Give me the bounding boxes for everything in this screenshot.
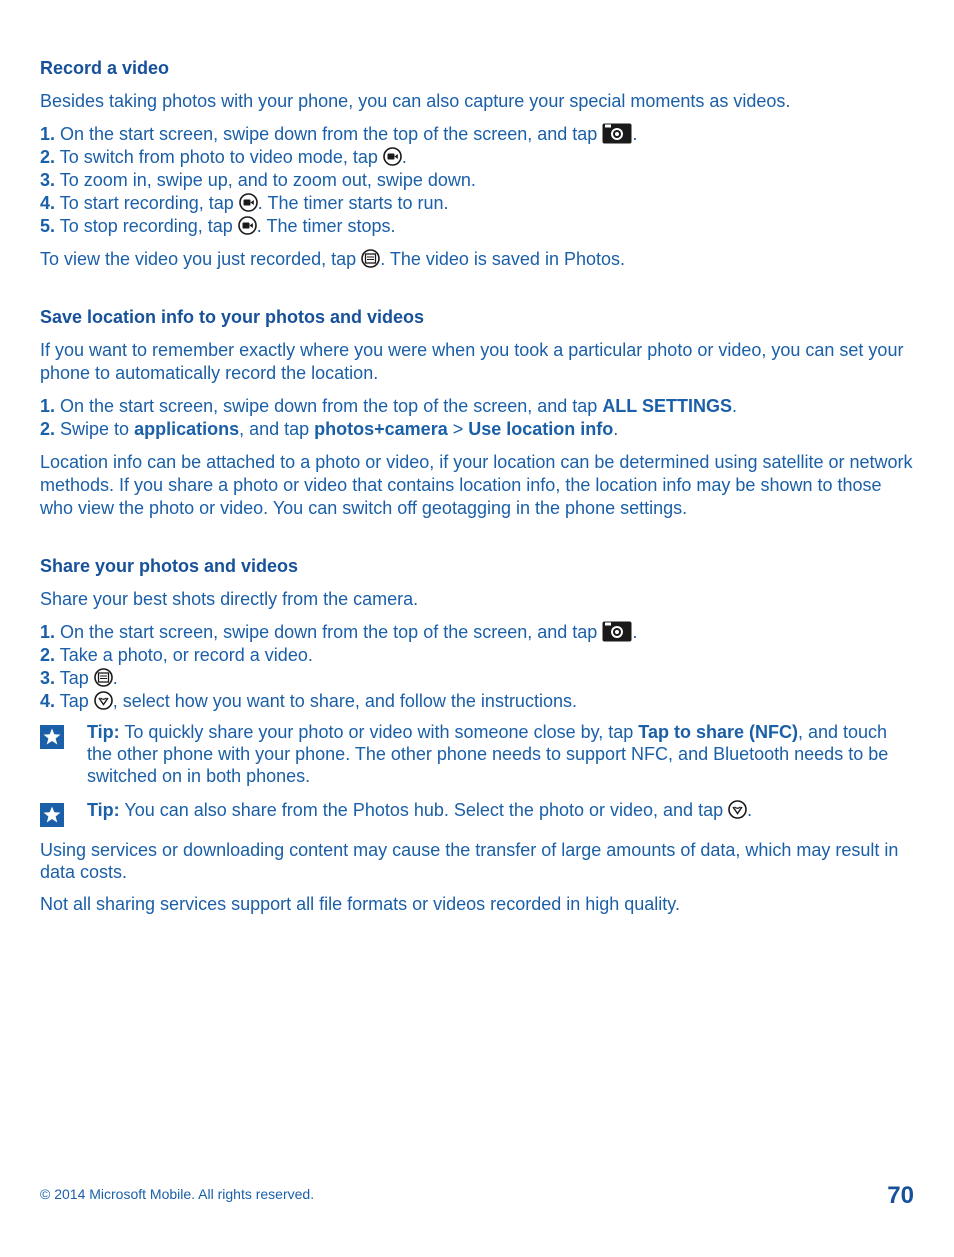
copyright: © 2014 Microsoft Mobile. All rights reserved.	[40, 1186, 315, 1202]
step-list	[40, 123, 916, 238]
star-tip-icon	[40, 725, 64, 749]
step-item: 1. On the start screen, swipe down from the top of the screen, and tap ALL SETTINGS.	[40, 396, 738, 416]
section-intro: Share your best shots directly from the camera.	[40, 589, 419, 609]
step-item: 2. To switch from photo to video mode, tap .	[40, 147, 407, 167]
step-item: 4. To start recording, tap . The timer starts to run.	[40, 193, 449, 213]
share-icon	[94, 691, 113, 710]
star-tip-icon	[40, 803, 64, 827]
step-item: 3. Tap .	[40, 668, 118, 688]
camera-icon	[602, 621, 632, 642]
format-note: Not all sharing services support all file formats or videos recorded in high quality.	[40, 894, 680, 914]
tip-nfc: Tip: To quickly share your photo or video with someone close by, tap Tap to share (NFC), and touch the other phone with your phone. The other phone needs to support NFC, and Bluetooth needs to be switched on in both phones.	[40, 721, 916, 787]
step-list	[40, 395, 916, 441]
gallery-icon	[361, 249, 380, 268]
section-outro: To view the video you just recorded, tap . The video is saved in Photos.	[40, 249, 625, 269]
section-intro: Besides taking photos with your phone, you can also capture your special moments as videos.	[40, 91, 791, 111]
video-camera-icon	[238, 216, 257, 235]
video-camera-icon	[383, 147, 402, 166]
step-item: 1. On the start screen, swipe down from the top of the screen, and tap .	[40, 124, 638, 144]
step-item: 4. Tap , select how you want to share, and follow the instructions.	[40, 691, 577, 711]
camera-icon	[602, 123, 632, 144]
section-title-save-location: Save location info to your photos and videos	[40, 307, 425, 327]
step-item: 2. Swipe to applications, and tap photos+camera > Use location info.	[40, 419, 619, 439]
step-list	[40, 621, 916, 713]
video-camera-icon	[239, 193, 258, 212]
tip-photos-hub: Tip: You can also share from the Photos hub. Select the photo or video, and tap .	[40, 799, 916, 821]
gallery-icon	[94, 668, 113, 687]
step-item: 2. Take a photo, or record a video.	[40, 645, 313, 665]
data-cost-note: Using services or downloading content may cause the transfer of large amounts of data, which may result in data costs.	[40, 840, 899, 882]
section-title-record-video: Record a video	[40, 58, 170, 78]
share-icon	[728, 800, 747, 819]
page-number: 70	[887, 1182, 914, 1209]
section-title-share: Share your photos and videos	[40, 556, 299, 576]
step-item: 3. To zoom in, swipe up, and to zoom out, swipe down.	[40, 170, 476, 190]
section-outro: Location info can be attached to a photo or video, if your location can be determined using satellite or network methods. If you share a photo or video that contains location info, the location info may be shown to those who view the photo or video. You can switch off geotagging in the phone settings.	[40, 452, 913, 518]
step-item: 1. On the start screen, swipe down from the top of the screen, and tap .	[40, 622, 638, 642]
section-intro: If you want to remember exactly where you were when you took a particular photo or video, you can set your phone to automatically record the location.	[40, 340, 904, 383]
step-item: 5. To stop recording, tap . The timer stops.	[40, 216, 396, 236]
page-content	[40, 56, 916, 916]
